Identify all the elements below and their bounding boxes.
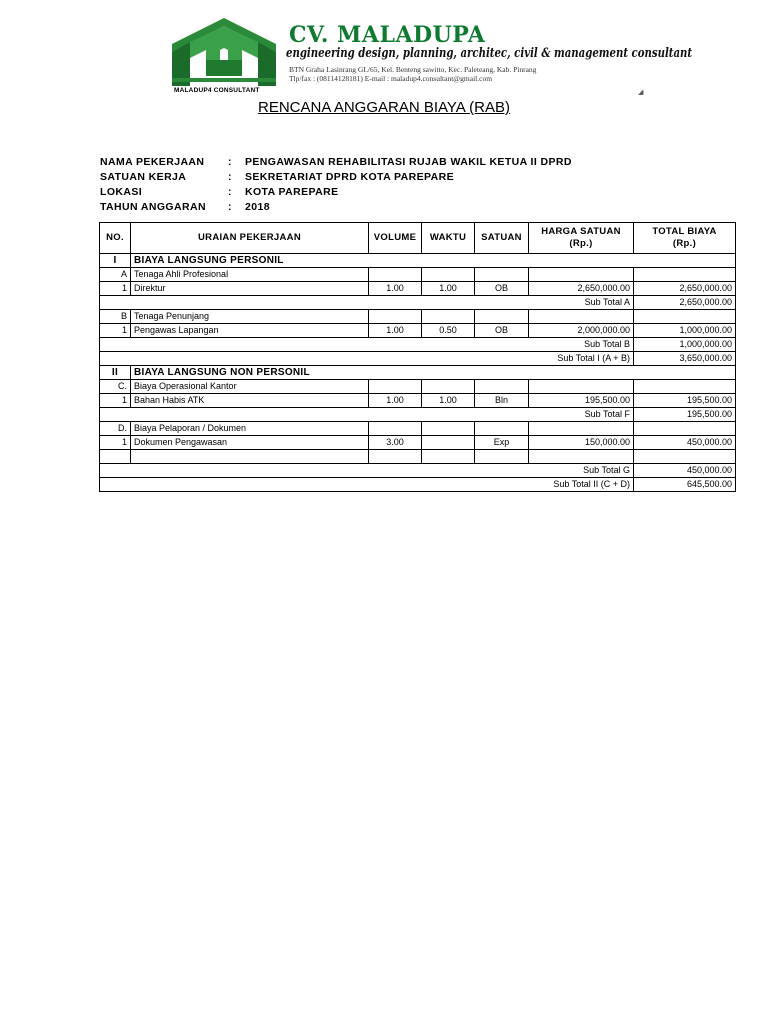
group-row xyxy=(100,422,736,436)
item-waktu: 0.50 xyxy=(422,324,475,338)
item-waktu xyxy=(422,436,475,450)
item-number: 1 xyxy=(100,394,131,408)
company-address: BTN Graha Lasinrang GL/65, Kel. Benteng sawitto, Kec. Paleteang, Kab. Pinrang xyxy=(289,65,537,74)
col-header-waktu: WAKTU xyxy=(422,223,475,254)
subtotal-row xyxy=(100,352,736,366)
empty-cell xyxy=(369,450,422,464)
subtotal-row xyxy=(100,478,736,492)
section-title: BIAYA LANGSUNG PERSONIL xyxy=(131,254,736,268)
item-harga: 195,500.00 xyxy=(529,394,634,408)
subtotal-value: 1,000,000.00 xyxy=(634,338,736,352)
info-colon: : xyxy=(228,186,232,198)
subtotal-label: Sub Total F xyxy=(100,408,634,422)
group-letter: C. xyxy=(100,380,131,394)
subtotal-label: Sub Total II (C + D) xyxy=(100,478,634,492)
info-value: KOTA PAREPARE xyxy=(245,186,339,198)
group-row xyxy=(100,380,736,394)
item-satuan: OB xyxy=(475,324,529,338)
info-value: 2018 xyxy=(245,201,270,213)
info-label: TAHUN ANGGARAN xyxy=(100,201,206,213)
empty-cell xyxy=(369,310,422,324)
item-waktu: 1.00 xyxy=(422,282,475,296)
section-row xyxy=(100,366,736,380)
col-header-satuan: SATUAN xyxy=(475,223,529,254)
item-number: 1 xyxy=(100,324,131,338)
item-volume: 1.00 xyxy=(369,282,422,296)
company-name: CV. MALADUPA xyxy=(289,22,486,48)
item-total: 450,000.00 xyxy=(634,436,736,450)
group-title: Biaya Operasional Kantor xyxy=(131,380,369,394)
group-letter: B xyxy=(100,310,131,324)
empty-cell xyxy=(422,450,475,464)
group-row xyxy=(100,310,736,324)
info-colon: : xyxy=(228,156,232,168)
empty-cell xyxy=(529,422,634,436)
section-title: BIAYA LANGSUNG NON PERSONIL xyxy=(131,366,736,380)
subtotal-row xyxy=(100,338,736,352)
subtotal-label: Sub Total A xyxy=(100,296,634,310)
col-header-no: NO. xyxy=(100,223,131,254)
item-satuan: Exp xyxy=(475,436,529,450)
info-label: LOKASI xyxy=(100,186,143,198)
letterhead xyxy=(168,14,693,98)
company-tagline: engineering design, planning, architec, civil & management consultant xyxy=(286,46,693,61)
item-total: 195,500.00 xyxy=(634,394,736,408)
item-satuan: OB xyxy=(475,282,529,296)
info-value: SEKRETARIAT DPRD KOTA PAREPARE xyxy=(245,171,454,183)
info-label: NAMA PEKERJAAN xyxy=(100,156,205,168)
group-letter: A xyxy=(100,268,131,282)
item-harga: 150,000.00 xyxy=(529,436,634,450)
corner-mark: ◢ xyxy=(638,89,644,96)
subtotal-label: Sub Total I (A + B) xyxy=(100,352,634,366)
item-harga: 2,000,000.00 xyxy=(529,324,634,338)
item-description: Bahan Habis ATK xyxy=(131,394,369,408)
item-harga: 2,650,000.00 xyxy=(529,282,634,296)
col-header-uraian: URAIAN PEKERJAAN xyxy=(131,223,369,254)
empty-cell xyxy=(422,268,475,282)
info-colon: : xyxy=(228,201,232,213)
empty-cell xyxy=(634,450,736,464)
empty-cell xyxy=(634,422,736,436)
info-row-lokasi xyxy=(100,185,572,200)
empty-cell xyxy=(634,268,736,282)
empty-cell xyxy=(529,450,634,464)
empty-cell xyxy=(529,268,634,282)
table-row xyxy=(100,324,736,338)
empty-cell xyxy=(475,380,529,394)
subtotal-row xyxy=(100,464,736,478)
empty-cell xyxy=(369,422,422,436)
empty-cell xyxy=(422,422,475,436)
col-header-volume: VOLUME xyxy=(369,223,422,254)
item-total: 1,000,000.00 xyxy=(634,324,736,338)
empty-cell xyxy=(475,268,529,282)
group-title: Biaya Pelaporan / Dokumen xyxy=(131,422,369,436)
info-row-pekerjaan xyxy=(100,155,572,170)
harga-line-1: HARGA SATUAN xyxy=(541,226,621,237)
company-logo xyxy=(168,14,283,98)
table-header-row xyxy=(100,223,736,254)
empty-cell xyxy=(369,380,422,394)
empty-cell xyxy=(475,450,529,464)
item-volume: 3.00 xyxy=(369,436,422,450)
empty-cell xyxy=(634,310,736,324)
document-title: RENCANA ANGGARAN BIAYA (RAB) xyxy=(257,99,510,116)
section-row xyxy=(100,254,736,268)
empty-cell xyxy=(529,380,634,394)
empty-cell xyxy=(529,310,634,324)
col-header-total xyxy=(634,223,736,254)
table-row xyxy=(100,394,736,408)
rab-table xyxy=(99,222,736,492)
info-row-satuan-kerja xyxy=(100,170,572,185)
table-row xyxy=(100,282,736,296)
info-value: PENGAWASAN REHABILITASI RUJAB WAKIL KETUA II DPRD xyxy=(245,156,572,168)
item-number: 1 xyxy=(100,436,131,450)
empty-cell xyxy=(475,422,529,436)
section-number: II xyxy=(100,366,131,380)
company-contact: Tlp/fax : (08114128181) E-mail : maladup4.consultant@gmail.com xyxy=(289,74,493,83)
subtotal-label: Sub Total G xyxy=(100,464,634,478)
empty-cell xyxy=(131,450,369,464)
item-number: 1 xyxy=(100,282,131,296)
empty-cell xyxy=(100,450,131,464)
item-total: 2,650,000.00 xyxy=(634,282,736,296)
table-row xyxy=(100,436,736,450)
subtotal-label: Sub Total B xyxy=(100,338,634,352)
total-line-1: TOTAL BIAYA xyxy=(652,226,717,237)
subtotal-value: 3,650,000.00 xyxy=(634,352,736,366)
total-line-2: (Rp.) xyxy=(672,238,697,249)
subtotal-row xyxy=(100,408,736,422)
subtotal-value: 195,500.00 xyxy=(634,408,736,422)
empty-cell xyxy=(475,310,529,324)
harga-line-2: (Rp.) xyxy=(569,238,593,249)
item-description: Direktur xyxy=(131,282,369,296)
table-body xyxy=(100,254,736,492)
info-row-tahun xyxy=(100,200,572,215)
group-row xyxy=(100,268,736,282)
info-label: SATUAN KERJA xyxy=(100,171,187,183)
item-satuan: Bln xyxy=(475,394,529,408)
info-colon: : xyxy=(228,171,232,183)
group-letter: D. xyxy=(100,422,131,436)
empty-cell xyxy=(634,380,736,394)
subtotal-value: 450,000.00 xyxy=(634,464,736,478)
blank-row xyxy=(100,450,736,464)
subtotal-value: 2,650,000.00 xyxy=(634,296,736,310)
item-description: Dokumen Pengawasan xyxy=(131,436,369,450)
item-waktu: 1.00 xyxy=(422,394,475,408)
item-volume: 1.00 xyxy=(369,394,422,408)
item-volume: 1.00 xyxy=(369,324,422,338)
section-number: I xyxy=(100,254,131,268)
col-header-harga xyxy=(529,223,634,254)
empty-cell xyxy=(369,268,422,282)
empty-cell xyxy=(422,310,475,324)
group-title: Tenaga Penunjang xyxy=(131,310,369,324)
project-info xyxy=(100,155,572,215)
empty-cell xyxy=(422,380,475,394)
group-title: Tenaga Ahli Profesional xyxy=(131,268,369,282)
subtotal-value: 645,500.00 xyxy=(634,478,736,492)
item-description: Pengawas Lapangan xyxy=(131,324,369,338)
logo-caption: MALADUP4 CONSULTANT xyxy=(174,87,260,94)
subtotal-row xyxy=(100,296,736,310)
